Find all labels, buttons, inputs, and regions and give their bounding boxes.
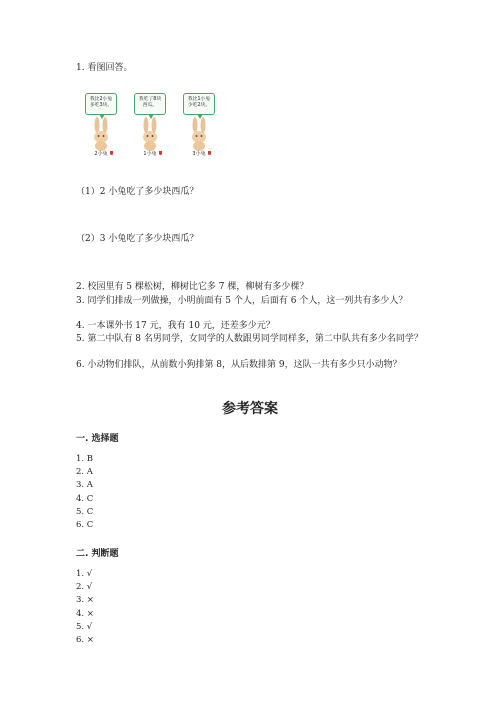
speech-bubble-3: [183, 93, 215, 115]
choice-answer: 1. B: [76, 454, 94, 464]
bubble-1-line1: 我比2小兔: [89, 97, 113, 102]
rabbit-icon: [183, 117, 215, 151]
rabbit-3-label: 3小兔: [192, 151, 206, 157]
judge-answer: 1. √: [76, 569, 93, 579]
rabbit-icon: [85, 117, 117, 151]
question-4: 4. 一本课外书 17 元，我有 10 元，还差多少元？: [76, 321, 275, 331]
choice-answer: 6. C: [76, 519, 94, 530]
judge-answer: 6. ×: [76, 634, 94, 645]
rabbit-illustration: [80, 93, 230, 163]
choice-answer: 2. A: [76, 467, 93, 478]
choice-answer-list: [76, 453, 93, 532]
question-3: 3. 同学们排成一列做操，小明前面有 5 个人，后面有 6 个人，这一列共有多少人？: [76, 296, 408, 306]
choice-answer: 3. A: [76, 480, 93, 491]
bubble-3-line1: 我比1小兔: [187, 97, 211, 102]
judge-answer: 5. √: [76, 621, 93, 632]
section-choice-title: 一. 选择题: [76, 434, 119, 444]
question-6: 6. 小动物们排队，从前数小狗排第 8，从后数排第 9，这队一共有多少只小动物？: [76, 360, 402, 370]
choice-answer: 5. C: [76, 506, 94, 517]
speech-bubble-2: [134, 93, 166, 115]
rabbit-2-label: 1小兔: [143, 151, 157, 157]
bubble-1-line2: 多吃3块。: [89, 103, 113, 108]
speech-bubble-1: [85, 93, 117, 115]
answers-title: 参考答案: [222, 401, 278, 417]
question-2: 2. 校园里有 5 棵松树，柳树比它多 7 棵，柳树有多少棵？: [76, 282, 309, 292]
bubble-2-line2: 西瓜。: [142, 103, 158, 108]
question-1-title: 1. 看图回答。: [76, 63, 133, 73]
choice-answer: 4. C: [76, 493, 94, 504]
rabbit-1-label: 2小兔: [94, 151, 108, 157]
bubble-2-line1: 我吃了8块: [138, 97, 162, 102]
section-judge-title: 二. 判断题: [76, 549, 119, 559]
judge-answer: 3. ×: [76, 595, 94, 606]
question-5: 5. 第二中队有 8 名男同学，女同学的人数跟男同学同样多，第二中队共有多少名同学？: [76, 334, 423, 344]
rabbit-icon: [134, 117, 166, 151]
judge-answer: 2. √: [76, 582, 93, 593]
judge-answer-list: [76, 568, 94, 647]
bubble-3-line2: 少吃2块。: [187, 103, 211, 108]
question-1-sub2: （2）3 小兔吃了多少块西瓜？: [76, 234, 199, 244]
question-1-sub1: （1）2 小兔吃了多少块西瓜？: [76, 187, 199, 197]
judge-answer: 4. ×: [76, 608, 94, 619]
